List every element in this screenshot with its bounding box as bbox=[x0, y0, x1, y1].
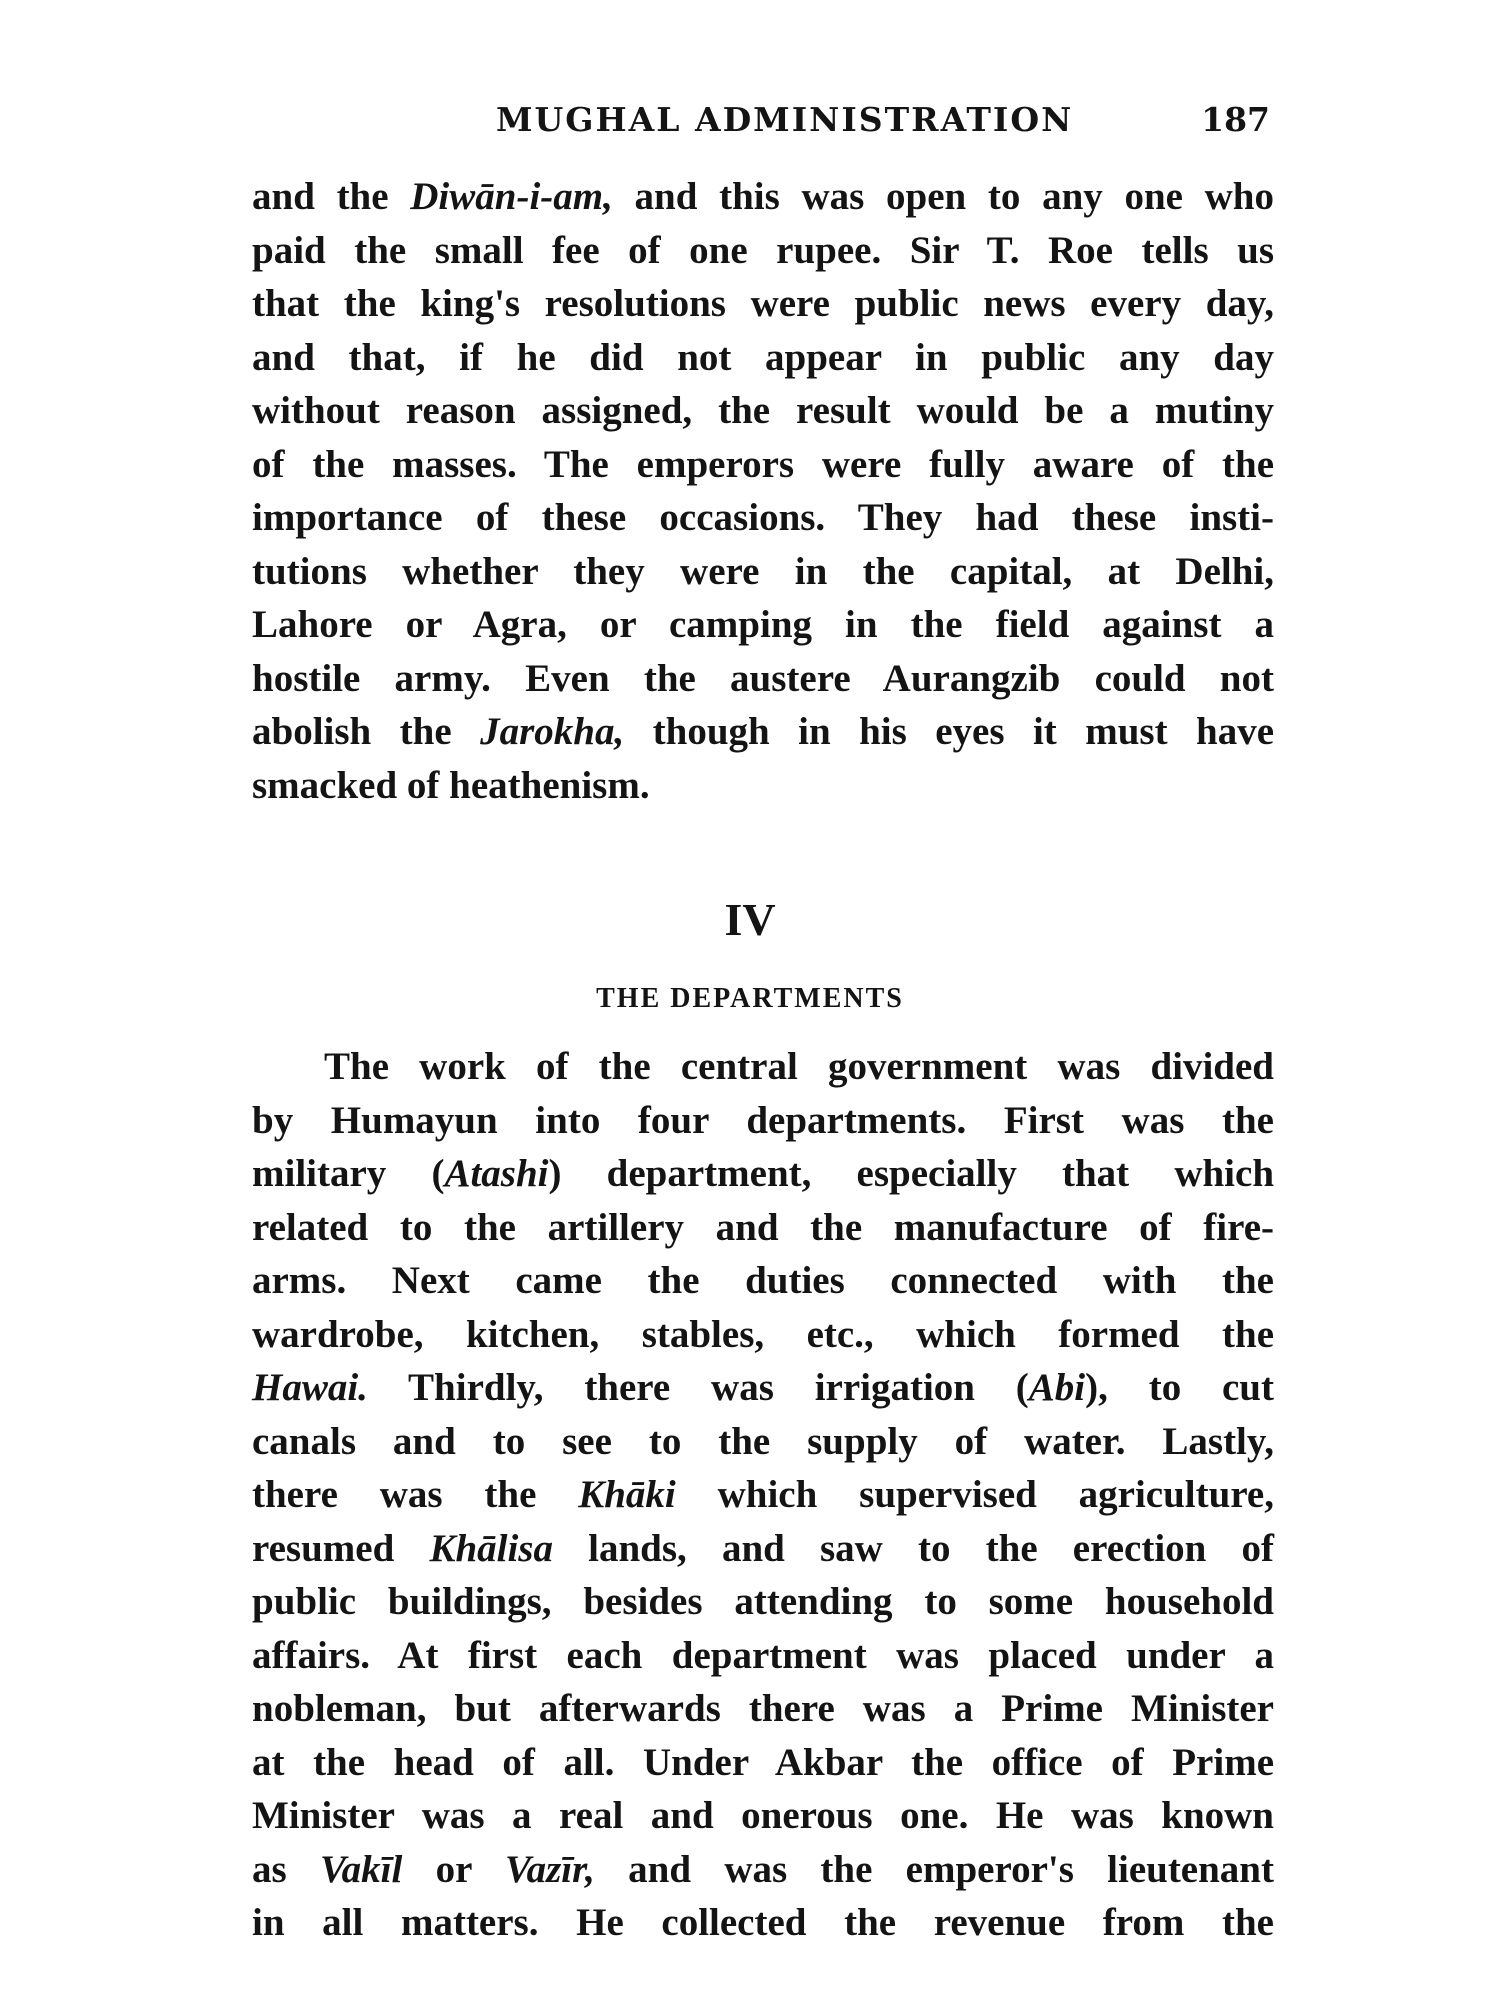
text-line: at the head of all. Under Akbar the office of Prime bbox=[252, 1740, 1274, 1784]
text-line: Lahore or Agra, or camping in the field against a bbox=[252, 603, 1274, 646]
text-line: smacked of heathenism. bbox=[252, 763, 650, 807]
text-line: without reason assigned, the result would be a mutiny bbox=[252, 389, 1274, 432]
text-line: that the king's resolutions were public news every day, bbox=[252, 282, 1274, 325]
text-line: and the Diwān-i-am, and this was open to any one who bbox=[252, 175, 1274, 218]
text-line: paid the small fee of one rupee. Sir T. Roe tells us bbox=[252, 228, 1274, 272]
text-line: and that, if he did not appear in public any day bbox=[252, 335, 1274, 379]
text-line: canals and to see to the supply of water. Lastly, bbox=[252, 1419, 1274, 1463]
text-line: Minister was a real and onerous one. He was known bbox=[252, 1794, 1274, 1837]
text-line: resumed Khālisa lands, and saw to the erection of bbox=[252, 1526, 1274, 1570]
text-line: arms. Next came the duties connected with the bbox=[252, 1259, 1274, 1302]
text-line: of the masses. The emperors were fully aware of the bbox=[252, 442, 1274, 486]
text-line: tutions whether they were in the capital, at Delhi, bbox=[252, 549, 1274, 593]
text-line: abolish the Jarokha, though in his eyes it must have bbox=[252, 710, 1275, 753]
section-heading: THE DEPARTMENTS bbox=[596, 983, 904, 1014]
running-head bbox=[256, 100, 1270, 150]
text-line: public buildings, besides attending to some household bbox=[252, 1580, 1274, 1623]
text-line: Hawai. Thirdly, there was irrigation (Abi), to cut bbox=[252, 1366, 1274, 1409]
text-line: by Humayun into four departments. First was the bbox=[252, 1098, 1274, 1142]
text-line: as Vakīl or Vazīr, and was the emperor's lieutenant bbox=[252, 1847, 1274, 1891]
text-line: hostile army. Even the austere Aurangzib could not bbox=[252, 656, 1274, 700]
page-number: 187 bbox=[1201, 100, 1270, 139]
text-line: military (Atashi) department, especially that which bbox=[252, 1152, 1275, 1195]
text-line: affairs. At first each department was placed under a bbox=[252, 1633, 1274, 1677]
text-line: wardrobe, kitchen, stables, etc., which formed the bbox=[252, 1312, 1274, 1356]
running-title: MUGHAL ADMINISTRATION bbox=[496, 100, 1074, 139]
paragraph-2 bbox=[252, 1040, 1274, 1950]
text-line: there was the Khāki which supervised agriculture, bbox=[252, 1473, 1274, 1516]
text-line: nobleman, but afterwards there was a Prime Minister bbox=[252, 1687, 1274, 1730]
text-line: related to the artillery and the manufacture of fire- bbox=[252, 1205, 1274, 1249]
text-line: in all matters. He collected the revenue from the bbox=[252, 1901, 1274, 1944]
text-line: importance of these occasions. They had these insti- bbox=[252, 496, 1274, 539]
section-numeral: IV bbox=[724, 894, 776, 945]
text-line: The work of the central government was divided bbox=[324, 1045, 1274, 1088]
paragraph-1 bbox=[252, 170, 1274, 812]
